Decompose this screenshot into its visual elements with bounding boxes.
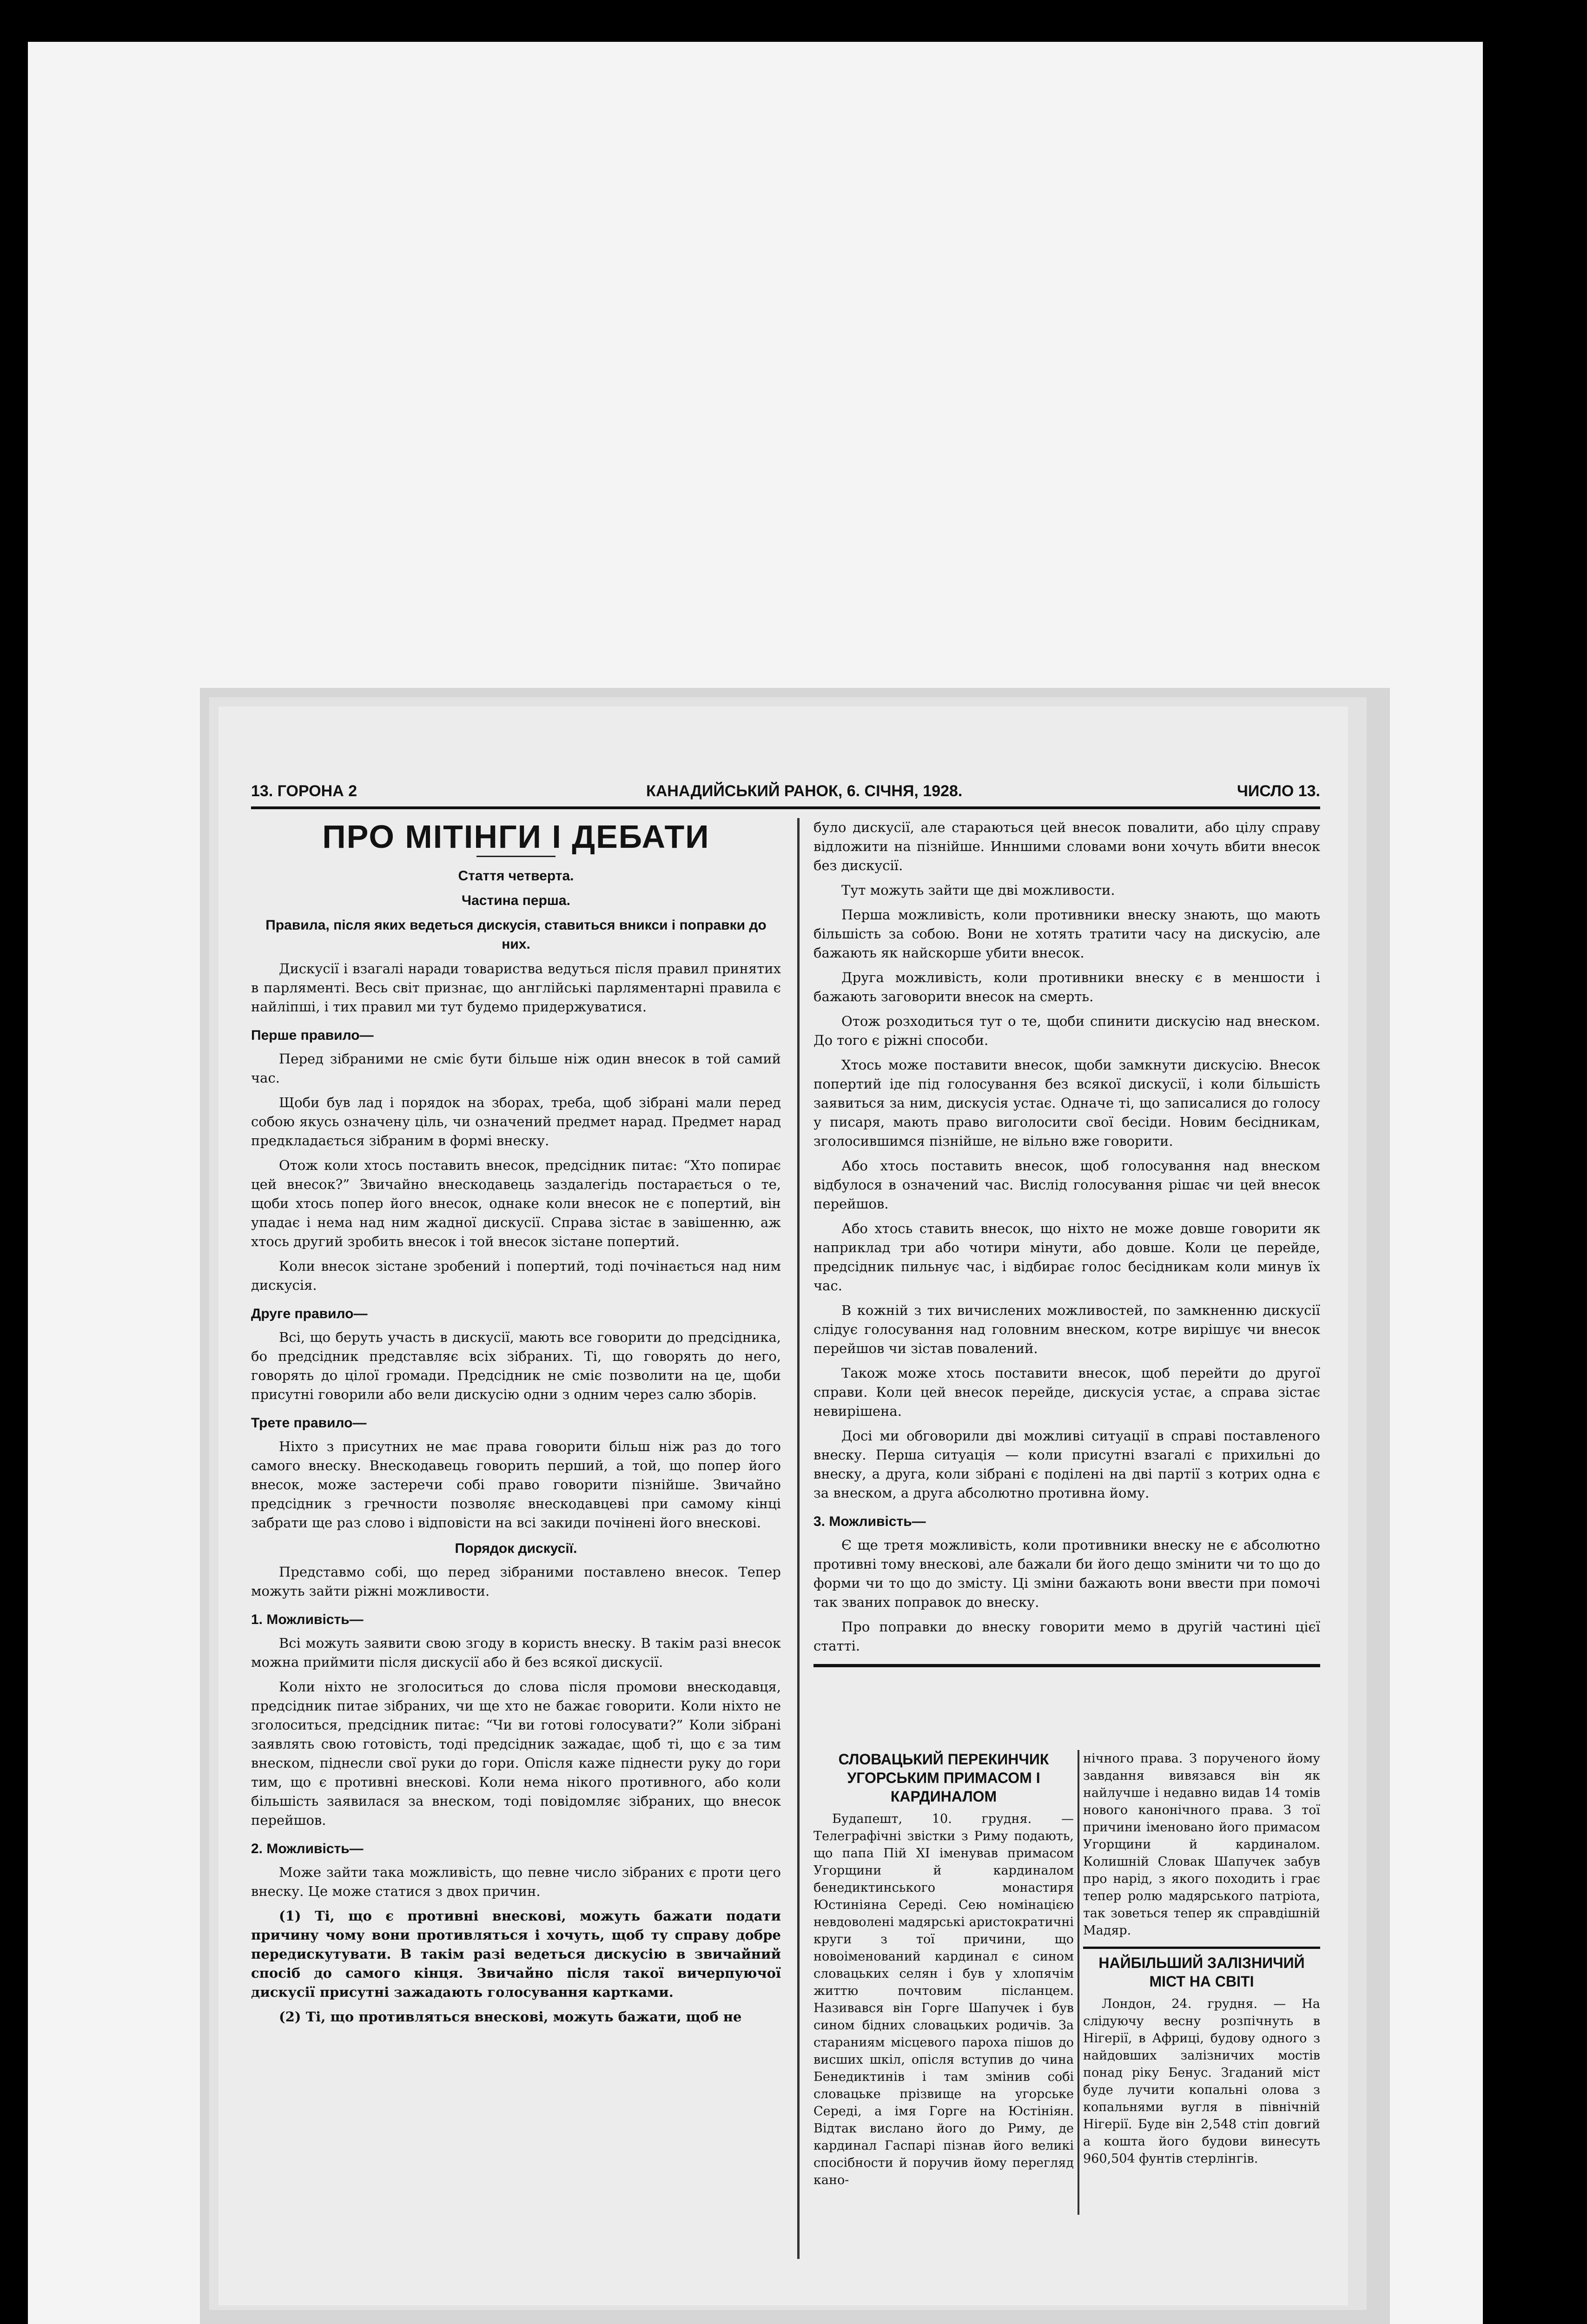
paragraph: Або хтось поставить внесок, щоб голосування над внеском відбулося в означений час. Вислід голосування рішає чи цей внесок перейшов.	[813, 1158, 1320, 1212]
news-body: нічного права. З порученого йому завдання вивязався він як найлучше і недавно видав 14 томів нового канонічного права. З тої причини іменовано його примасом Угорщини й кардиналом. Колишній Словак Шапучек забув про нарід, з якого походить і грає тепер ролю мадярського патріота, так зоветься тепер як справдішній Мадяр.	[1083, 1751, 1320, 1938]
paragraph: Тут можуть зайти ще дві можливости.	[841, 882, 1115, 898]
paragraph: Щоби був лад і порядок на зборах, треба, щоб зібрані мали перед собою якусь означену ціль, чи означений предмет нарад. Предмет нарад предкладається зібраним в формі внеску.	[251, 1095, 781, 1149]
paragraph: (2) Ті, що противляться внескові, можуть бажати, щоб не	[279, 2009, 742, 2025]
paragraph: Або хтось ставить внесок, що ніхто не може довше говорити як наприклад три або чотири мінути, або довше. Коли це перейде, предсідник пильнує час, і відбирає голос бесідникам коли минув їх час.	[813, 1221, 1320, 1294]
section-heading: Перше правило—	[251, 1028, 374, 1043]
paragraph: Представмо собі, що перед зібраними поставлено внесок. Тепер можуть зайти ріжні можливости.	[251, 1564, 781, 1599]
section-heading: 3. Можливість—	[813, 1514, 926, 1529]
paragraph: В кожній з тих вичислених можливостей, по замкненню дискусії слідує голосування над головним внеском, котре вирішує чи внесок перейшов чи зістав повалений.	[813, 1302, 1320, 1356]
paragraph: Отож коли хтось поставить внесок, предсідник питає: “Хто попирає цей внесок?” Звичайно внескодавець заздалегідь постарається о те, щоби хтось попер його внесок, однаке коли внесок не є попертий, він упадає і нема над ним жадної дискусії. Справа зістає в завішенню, аж хтось другий зробить внесок і той внесок зістане попертий.	[251, 1157, 781, 1249]
section-heading: 2. Можливість—	[251, 1841, 364, 1856]
section-heading: 1. Можливість—	[251, 1612, 364, 1627]
column-divider	[797, 818, 800, 2259]
paragraph: Також може хтось поставити внесок, щоб перейти до другої справи. Коли цей внесок перейде, дискусія устає, а справа зістає невирішена.	[813, 1365, 1320, 1419]
newspaper-name: КАНАДИЙСЬКИЙ РАНОК, 6. СІЧНЯ, 1928.	[646, 782, 963, 800]
article-subtitle: Стаття четверта.	[458, 868, 574, 884]
news-body: Лондон, 24. грудня. — На слідуючу весну розпічнуть в Нігерії, в Африці, будову одного з найдовших залізничих мостів понад ріку Бенус. Згаданий міст буде лучити копальні олова з копальнями вугля в північній Нігерії. Буде він 2,548 стіп довгий а кошта його будови винесуть 960,504 фунтів стерлінгів.	[1083, 1997, 1320, 2166]
title-rule	[476, 856, 555, 857]
paragraph: Перша можливість, коли противники внеску знають, що мають більшість за собою. Вони не хотять тратити часу на дискусію, але бажають як найскорше убити внесок.	[813, 907, 1320, 961]
issue-number: ЧИСЛО 13.	[1237, 782, 1320, 800]
article-deck: Правила, після яких ведеться дискусія, ставиться вникси і поправки до них.	[265, 918, 767, 952]
paragraph: Ніхто з присутних не має права говорити більш ніж раз до того самого внеску. Внескодавець говорить перший, а той, що попер його внесок, може застеречи собі право говорити пізнійше. Звичайно предсідник з гречности позволяє внескодавцеві при самому кінці забрати ще раз слово і відповісти на всі закиди почінені його внескові.	[251, 1439, 781, 1531]
article-right-column	[813, 818, 1320, 1674]
paragraph: (1) Ті, що є противні внескові, можуть бажати подати причину чому вони противляться і хочуть, щоб ту справу добре передискутувати. В такім разі ведеться дискусію в звичайний спосіб до самого кінця. Звичайно після такої вичерпуючої дискусії присутні зажадають голосування картками.	[251, 1908, 781, 2000]
article-title: ПРО МІТІНГИ І ДЕБАТИ	[322, 819, 710, 855]
paragraph: було дискусії, але стараються цей внесок повалити, або цілу справу відложити на пізнійше. Инншими словами вони хочуть вбити внесок без дискусії.	[813, 819, 1320, 873]
paragraph: Друга можливість, коли противники внеску є в меншости і бажають заговорити внесок на смерть.	[813, 970, 1320, 1004]
paragraph: Є ще третя можливість, коли противники внеску не є абсолютно противні тому внескові, але бажали би його дещо змінити чи то що до форми чи то що до змісту. Ці зміни бажають вони ввести при помочі так званих поправок до внеску.	[813, 1537, 1320, 1610]
section-heading: Трете правило—	[251, 1415, 367, 1431]
paragraph: Перед зібраними не сміє бути більше ніж один внесок в той самий час.	[251, 1051, 781, 1086]
paragraph: Дискусії і взагалі наради товариства ведуться після правил принятих в парляменті. Весь світ признає, що англійські парляментарні правила є найліпші, і тих правил ми тут будемо придержуватися.	[251, 961, 781, 1015]
paragraph: Коли внесок зістане зробений і попертий, тоді почінається над ним дискусія.	[251, 1258, 781, 1293]
column-divider	[1078, 1750, 1079, 2215]
paragraph: Всі можуть заявити свою згоду в користь внеску. В такім разі внесок можна приймити після дискусії або й без всякої дискусії.	[251, 1635, 781, 1670]
news-headline: СЛОВАЦЬКИЙ ПЕРЕКИНЧИК УГОРСЬКИМ ПРИМАСОМ І КАРДИНАЛОМ	[838, 1751, 1049, 1805]
paragraph: Про поправки до внеску говорити мемо в другій частині цієї статті.	[813, 1619, 1320, 1654]
paragraph: Може зайти така можливість, що певне число зібраних є проти цего внеску. Це може статися з двох причин.	[251, 1864, 781, 1899]
page-number: 13. ГОРОНА 2	[251, 782, 357, 800]
news-body: Будапешт, 10. грудня. — Телеграфічні звістки з Риму подають, що папа Пій XI іменував примасом Угорщини й кардиналом бенедиктинського монастиря Юстиніяна Середі. Сею номінацією невдоволені мадярські аристократичні круги з тої причини, що новоіменований кардинал є сином словацьких селян і був у хлопячім життю почтовим післанцем. Називався він Горге Шапучек і був сином бідних словацьких родичів. За стараниям місцевого пароха пішов до висших шкіл, опісля вступив до чина Бенедиктинів і там змінив собі словацьке прізвище на угорське Середі, а імя Горге на Юстініян. Відтак вислано його до Риму, де кардинал Гаспарі пізнав його великі спосібности й поручив йому перегляд кано-	[813, 1812, 1074, 2187]
section-heading: Друге правило—	[251, 1306, 368, 1321]
paragraph: Хтось може поставити внесок, щоби замкнути дискусію. Внесок попертий іде під голосування без всякої дискусії, і коли більшість заявиться за ним, дискусія устає. Одначе ті, що записалися до голосу у писаря, мають право виголосити свої бесіди. Новим бесідникам, зголосившимся пізнійше, не вільно вже говорити.	[813, 1057, 1320, 1149]
article-left-column	[251, 818, 781, 2032]
paragraph: Отож розходиться тут о те, щоби спинити дискусію над внеском. До того є ріжні способи.	[813, 1013, 1320, 1048]
news-headline: НАЙБІЛЬШИЙ ЗАЛІЗНИЧИЙ МІСТ НА СВІТІ	[1083, 1947, 1320, 1991]
masthead	[251, 779, 1320, 809]
news-item-right	[1083, 1750, 1320, 2171]
news-box-rule	[813, 1664, 1320, 1667]
newspaper-page	[218, 706, 1348, 2305]
paragraph: Досі ми обговорили дві можливі ситуації в справі поставленого внеску. Перша ситуація — коли присутні взагалі є прихильні до внеску, а друга, коли зібрані є поділені на дві партії з котрих одна є за внеском, а друга абсолютно противна йому.	[813, 1428, 1320, 1501]
paragraph: Коли ніхто не зголоситься до слова після промови внескодавця, предсідник питае зібраних, чи ще хто не бажає говорити. Коли ніхто не зголоситься, предсідник питає: “Чи ви готові голосувати?” Коли зібрані заявлять свою готовість, тоді предсідник зажадає, щоб ті, що є за тим внеском, піднесли свої руки до гори. Опісля каже піднести руку до гори тим, що є противні внескові. Коли нема нікого противного, або коли більшість заявилася за внеском, тоді повідомляє зібраних, що внесок перейшов.	[251, 1679, 781, 1828]
news-item-left	[813, 1750, 1074, 2192]
paragraph: Всі, що беруть участь в дискусії, мають все говорити до предсідника, бо предсідник представляє всіх зібраних. Ті, що говорять до него, говорять до цілої громади. Предсідник не сміє позволити на це, щоби присутні говорили або вели дискусію одни з одним через салю зборів.	[251, 1329, 781, 1402]
section-heading: Порядок дискусії.	[455, 1541, 577, 1556]
article-part: Частина перша.	[462, 893, 570, 908]
